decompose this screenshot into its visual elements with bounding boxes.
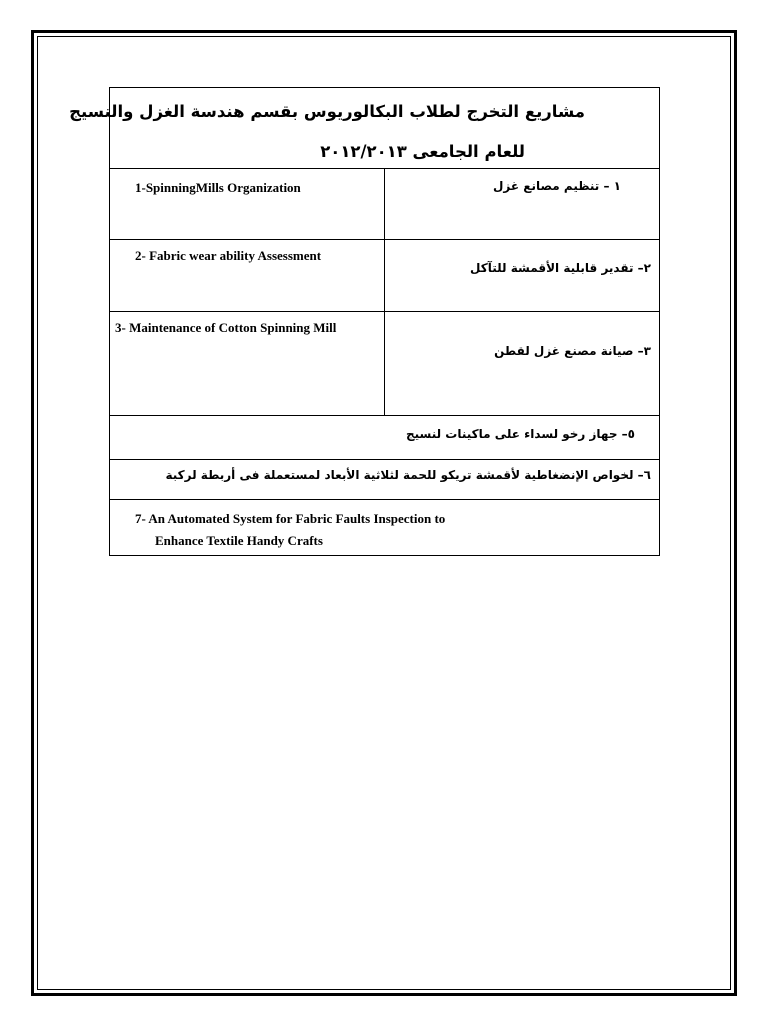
project-7-line-2: Enhance Textile Handy Crafts <box>155 533 323 548</box>
title-line-2: للعام الجامعى ٢٠١٢/٢٠١٣ <box>320 142 525 161</box>
title-cell <box>69 88 660 169</box>
projects-table <box>69 87 660 556</box>
project-7-english <box>110 500 660 556</box>
project-3-arabic: ٣– صيانة مصنع غزل لقطن <box>385 312 660 416</box>
project-6-arabic: ٦– لخواص الإنضغاطية لأقمشة تريكو للحمة لثلاثية الأبعاد لمستعملة فى أربطة لركبة <box>110 460 660 500</box>
title-line-1: مشاريع التخرج لطلاب البكالوريوس بقسم هندسة الغزل والنسيج <box>69 102 585 121</box>
table-row <box>110 460 660 500</box>
project-5-arabic: ٥– جهاز رخو لسداء على ماكينات لنسيج <box>110 416 660 460</box>
project-1-arabic: ١ – تنظيم مصانع غزل <box>385 169 660 240</box>
table-row <box>110 169 660 240</box>
project-7-line-1: 7- An Automated System for Fabric Faults Inspection to <box>135 511 446 526</box>
table-row <box>110 416 660 460</box>
project-2-arabic: ٢– تقدير قابلية الأقمشة للتآكل <box>385 240 660 312</box>
project-1-english: 1-SpinningMills Organization <box>110 169 385 240</box>
project-2-english: 2- Fabric wear ability Assessment <box>110 240 385 312</box>
project-3-english: 3- Maintenance of Cotton Spinning Mill <box>110 312 385 416</box>
table-row <box>110 240 660 312</box>
table-row <box>110 500 660 556</box>
table-row <box>110 312 660 416</box>
